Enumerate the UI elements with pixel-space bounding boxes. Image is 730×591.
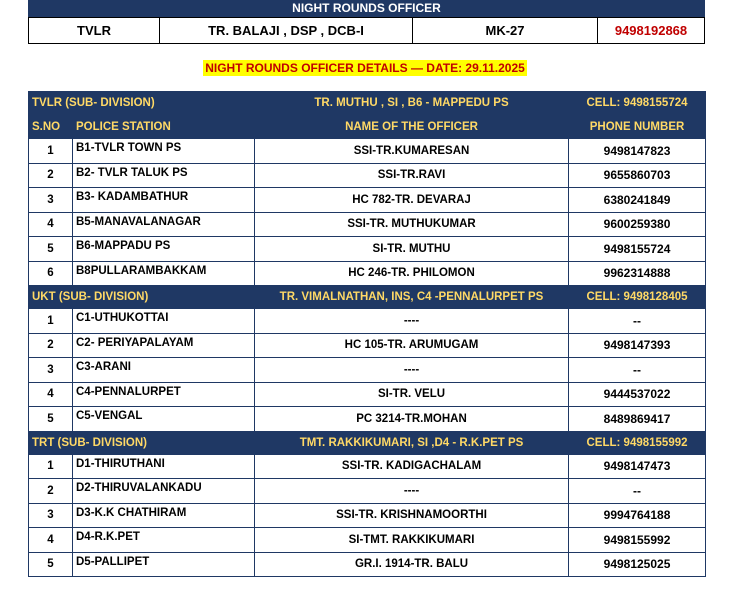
phone-number: 9444537022 <box>569 382 706 407</box>
police-station: D3-K.K CHATHIRAM <box>73 503 255 528</box>
table-row <box>29 407 706 432</box>
details-subtitle <box>0 59 730 77</box>
phone-number: 8489869417 <box>569 407 706 432</box>
phone-number: 9498147393 <box>569 333 706 358</box>
officer-name: PC 3214-TR.MOHAN <box>255 407 569 432</box>
sno-header: S.NO <box>29 115 73 139</box>
dsp-info-row <box>28 17 705 44</box>
officer-name: SSI-TR. KRISHNAMOORTHI <box>255 503 569 528</box>
police-station: C5-VENGAL <box>73 407 255 432</box>
police-station: C4-PENNALURPET <box>73 382 255 407</box>
division-name: TRT (SUB- DIVISION) <box>29 431 255 454</box>
division-officer: TR. VIMALNATHAN, INS, C4 -PENNALURPET PS <box>255 286 569 309</box>
phone-number: 9994764188 <box>569 503 706 528</box>
officer-header: NAME OF THE OFFICER <box>255 115 569 139</box>
area-cell: TVLR <box>29 18 160 43</box>
serial-number: 2 <box>29 163 73 188</box>
serial-number: 2 <box>29 479 73 504</box>
dsp-phone-cell: 9498192868 <box>614 23 688 38</box>
phone-number: -- <box>569 309 706 334</box>
station-header: POLICE STATION <box>73 115 255 139</box>
officer-table-body <box>29 92 706 577</box>
officer-name: SSI-TR. MUTHUKUMAR <box>255 212 569 237</box>
serial-number: 2 <box>29 333 73 358</box>
phone-number: 6380241849 <box>569 188 706 213</box>
phone-number: 9498125025 <box>569 552 706 577</box>
serial-number: 5 <box>29 237 73 262</box>
division-header-row <box>29 286 706 309</box>
division-officer: TMT. RAKKIKUMARI, SI ,D4 - R.K.PET PS <box>255 431 569 454</box>
table-row <box>29 212 706 237</box>
table-row <box>29 382 706 407</box>
serial-number: 1 <box>29 454 73 479</box>
officer-name: HC 105-TR. ARUMUGAM <box>255 333 569 358</box>
table-row <box>29 503 706 528</box>
division-name: UKT (SUB- DIVISION) <box>29 286 255 309</box>
phone-number: 9600259380 <box>569 212 706 237</box>
officer-name: SSI-TR.RAVI <box>255 163 569 188</box>
officer-name: ---- <box>255 479 569 504</box>
officer-name: GR.I. 1914-TR. BALU <box>255 552 569 577</box>
serial-number: 6 <box>29 261 73 286</box>
subtitle-text: NIGHT ROUNDS OFFICER DETAILS — DATE: 29.11.2025 <box>205 61 525 75</box>
serial-number: 3 <box>29 358 73 383</box>
dsp-name-cell: TR. BALAJI , DSP , DCB-I <box>160 18 413 43</box>
division-header-row <box>29 92 706 115</box>
table-row <box>29 333 706 358</box>
table-row <box>29 188 706 213</box>
table-row <box>29 237 706 262</box>
table-row <box>29 139 706 164</box>
officer-table <box>28 91 706 577</box>
police-station: B5-MANAVALANAGAR <box>73 212 255 237</box>
serial-number: 5 <box>29 407 73 432</box>
document-banner: NIGHT ROUNDS OFFICER <box>28 0 705 17</box>
police-station: B6-MAPPADU PS <box>73 237 255 262</box>
phone-number: 9498155724 <box>569 237 706 262</box>
table-row <box>29 261 706 286</box>
police-station: B8PULLARAMBAKKAM <box>73 261 255 286</box>
phone-number: 9498155992 <box>569 528 706 553</box>
phone-number: 9498147473 <box>569 454 706 479</box>
table-row <box>29 309 706 334</box>
officer-name: ---- <box>255 358 569 383</box>
police-station: D2-THIRUVALANKADU <box>73 479 255 504</box>
officer-name: ---- <box>255 309 569 334</box>
table-row <box>29 552 706 577</box>
serial-number: 1 <box>29 139 73 164</box>
serial-number: 4 <box>29 382 73 407</box>
division-cell-number: CELL: 9498128405 <box>569 286 706 309</box>
table-row <box>29 454 706 479</box>
phone-number: -- <box>569 479 706 504</box>
officer-name: HC 246-TR. PHILOMON <box>255 261 569 286</box>
phone-number: 9655860703 <box>569 163 706 188</box>
table-row <box>29 528 706 553</box>
phone-header: PHONE NUMBER <box>569 115 706 139</box>
table-row <box>29 163 706 188</box>
division-header-row <box>29 431 706 454</box>
phone-number: -- <box>569 358 706 383</box>
division-name: TVLR (SUB- DIVISION) <box>29 92 255 115</box>
table-row <box>29 358 706 383</box>
police-station: D1-THIRUTHANI <box>73 454 255 479</box>
table-row <box>29 479 706 504</box>
officer-name: SI-TR. VELU <box>255 382 569 407</box>
serial-number: 3 <box>29 503 73 528</box>
serial-number: 5 <box>29 552 73 577</box>
officer-name: SSI-TR.KUMARESAN <box>255 139 569 164</box>
division-cell-number: CELL: 9498155724 <box>569 92 706 115</box>
serial-number: 1 <box>29 309 73 334</box>
vehicle-code-cell: MK-27 <box>413 18 598 43</box>
police-station: C3-ARANI <box>73 358 255 383</box>
police-station: D4-R.K.PET <box>73 528 255 553</box>
police-station: C2- PERIYAPALAYAM <box>73 333 255 358</box>
serial-number: 4 <box>29 528 73 553</box>
column-header-row <box>29 115 706 139</box>
officer-name: SI-TMT. RAKKIKUMARI <box>255 528 569 553</box>
phone-number: 9498147823 <box>569 139 706 164</box>
police-station: B1-TVLR TOWN PS <box>73 139 255 164</box>
officer-name: HC 782-TR. DEVARAJ <box>255 188 569 213</box>
phone-number: 9962314888 <box>569 261 706 286</box>
serial-number: 3 <box>29 188 73 213</box>
serial-number: 4 <box>29 212 73 237</box>
police-station: B3- KADAMBATHUR <box>73 188 255 213</box>
officer-name: SI-TR. MUTHU <box>255 237 569 262</box>
officer-name: SSI-TR. KADIGACHALAM <box>255 454 569 479</box>
police-station: D5-PALLIPET <box>73 552 255 577</box>
police-station: C1-UTHUKOTTAI <box>73 309 255 334</box>
division-cell-number: CELL: 9498155992 <box>569 431 706 454</box>
police-station: B2- TVLR TALUK PS <box>73 163 255 188</box>
division-officer: TR. MUTHU , SI , B6 - MAPPEDU PS <box>255 92 569 115</box>
